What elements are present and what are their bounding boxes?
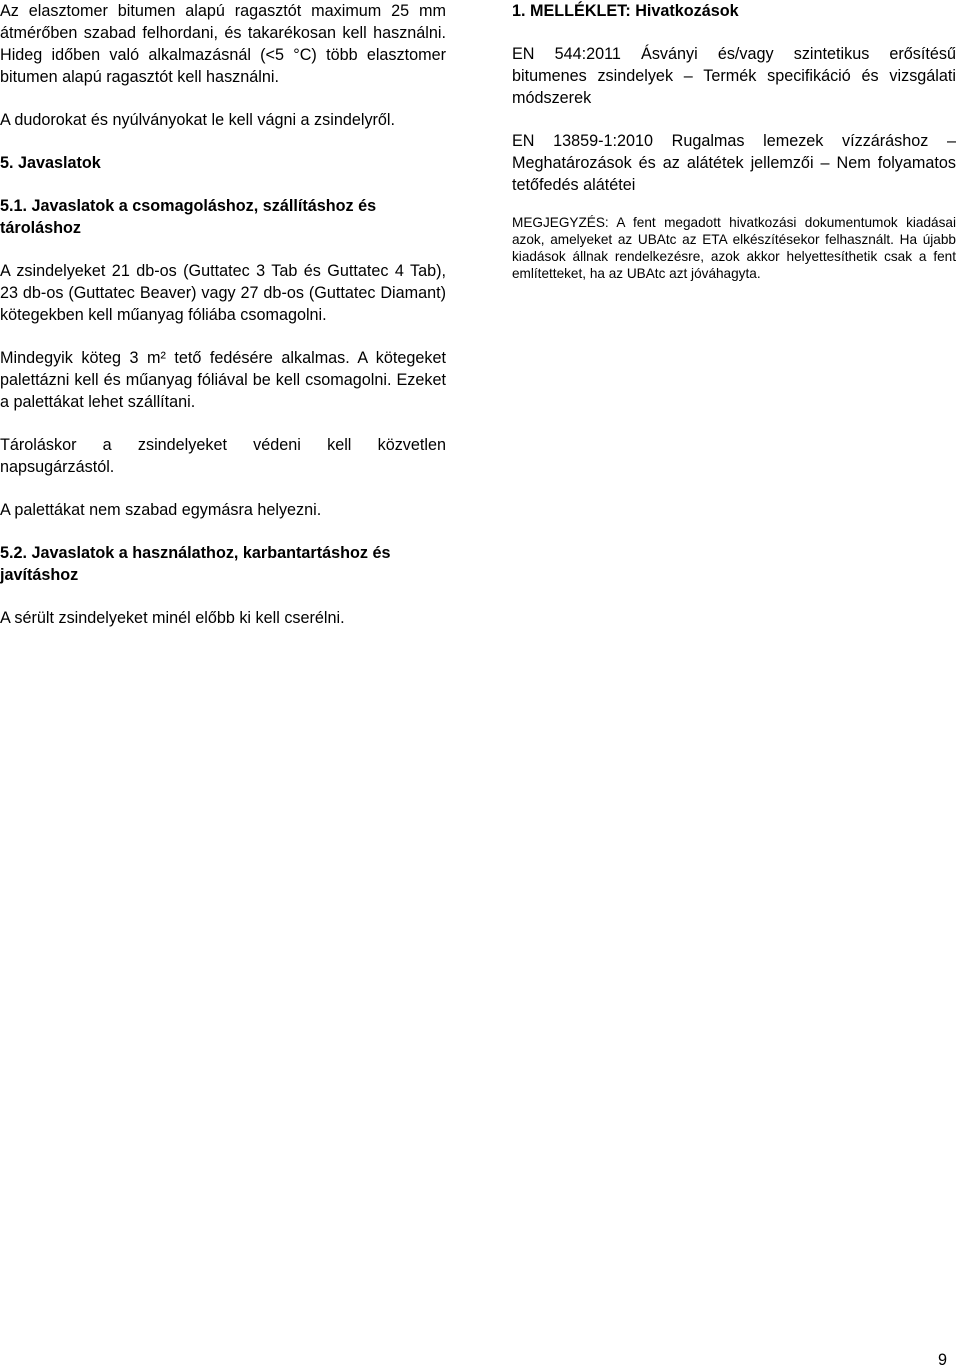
- section-5-1-heading: 5.1. Javaslatok a csomagoláshoz, szállításhoz és tároláshoz: [0, 197, 377, 237]
- bundle-paragraph: Mindegyik köteg 3 m² tető fedésére alkalmas. A kötegeket palettázni kell és műanyag fóliával be kell csomagolni. Ezeket a palettákat lehet szállítani.: [0, 349, 446, 411]
- section-5-2-heading: 5.2. Javaslatok a használathoz, karbantartáshoz és javításhoz: [0, 544, 391, 584]
- reference-en-13859: EN 13859-1:2010 Rugalmas lemezek vízzáráshoz – Meghatározások és az alátétek jellemzői – Nem folyamatos tetőfedés alátétei: [512, 132, 956, 194]
- pallet-paragraph: A palettákat nem szabad egymásra helyezni.: [0, 501, 322, 519]
- intro-paragraph: Az elasztomer bitumen alapú ragasztót maximum 25 mm átmérőben szabad felhordani, és takarékosan kell használni. Hideg időben való alkalmazásnál (<5 °C) több elasztomer bitumen alapú ragasztót kell használni.: [0, 2, 446, 86]
- section-5-heading: 5. Javaslatok: [0, 154, 101, 172]
- right-column: [512, 0, 956, 282]
- note-paragraph: MEGJEGYZÉS: A fent megadott hivatkozási dokumentumok kiadásai azok, amelyeket az UBAtc az ETA elkészítésekor felhasznált. Ha újabb kiadások állnak rendelkezésre, azok akkor helyettesíthetik csak a fent említetteket, ha az UBAtc azt jóváhagyta.: [512, 215, 956, 281]
- storage-paragraph: Tároláskor a zsindelyeket védeni kell közvetlen napsugárzástól.: [0, 436, 446, 476]
- annex-heading: 1. MELLÉKLET: Hivatkozások: [512, 2, 739, 20]
- packaging-paragraph: A zsindelyeket 21 db-os (Guttatec 3 Tab és Guttatec 4 Tab), 23 db-os (Guttatec Beaver) vagy 27 db-os (Guttatec Diamant) kötegekben kell műanyag fóliába csomagolni.: [0, 262, 446, 324]
- trim-paragraph: A dudorokat és nyúlványokat le kell vágni a zsindelyről.: [0, 111, 396, 129]
- reference-en-544: EN 544:2011 Ásványi és/vagy szintetikus erősítésű bitumenes zsindelyek – Termék specifikáció és vizsgálati módszerek: [512, 45, 956, 107]
- left-column: [0, 0, 446, 629]
- page-number: 9: [938, 1351, 948, 1369]
- replace-paragraph: A sérült zsindelyeket minél előbb ki kell cserélni.: [0, 609, 345, 627]
